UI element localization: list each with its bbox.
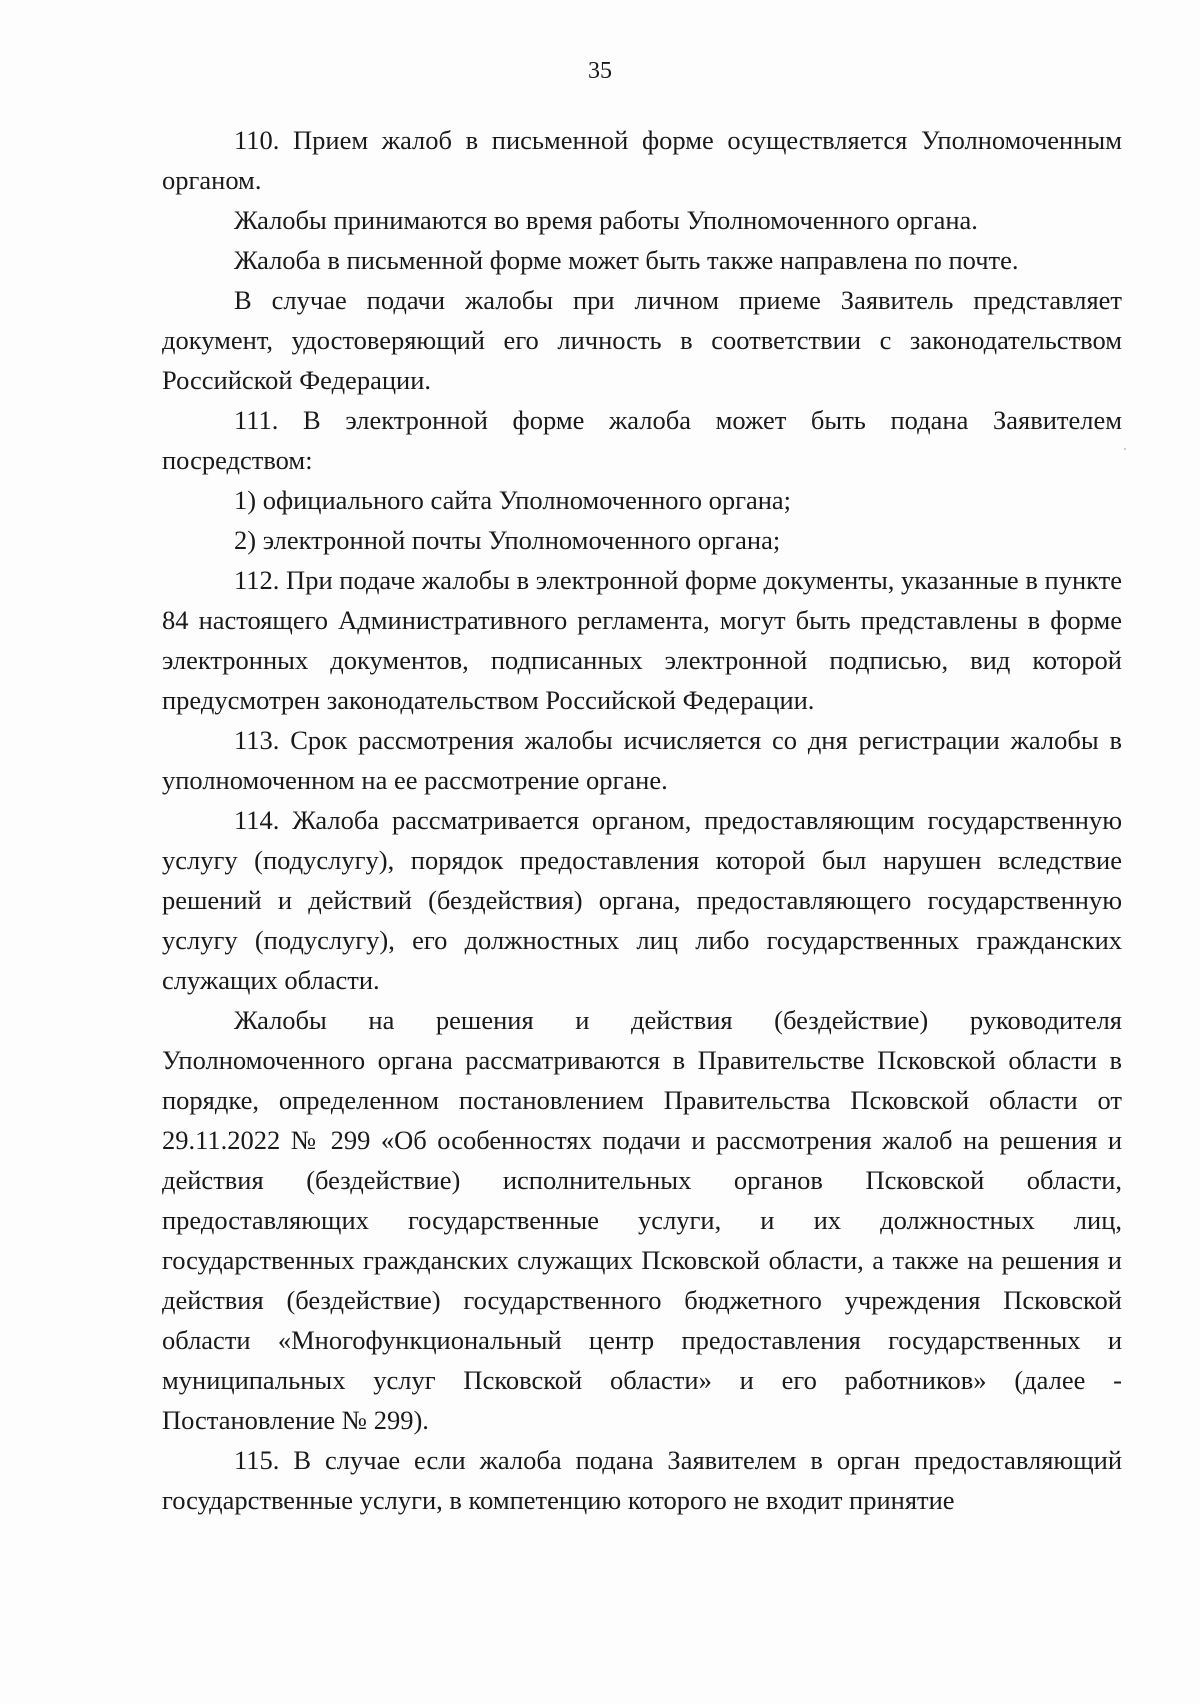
paragraph-110: 110. Прием жалоб в письменной форме осуществляется Уполномоченным органом. bbox=[162, 125, 1122, 195]
paragraph-115: 115. В случае если жалоба подана Заявителем в орган предоставляющий государственные услуги, в компетенцию которого не входит принятие bbox=[162, 1445, 1122, 1515]
document-body bbox=[162, 120, 1122, 1520]
paragraph-112: 112. При подаче жалобы в электронной форме документы, указанные в пункте 84 настоящего Административного регламента, могут быть представлены в форме электронных документов, подписанных электронной подписью, вид которой предусмотрен законодательством Российской Федерации. bbox=[162, 565, 1122, 715]
paragraph-111: 111. В электронной форме жалоба может быть подана Заявителем посредством: bbox=[162, 405, 1122, 475]
paragraph-114: 114. Жалоба рассматривается органом, предоставляющим государственную услугу (подуслугу), порядок предоставления которой был нарушен вследствие решений и действий (бездействия) органа, предоставляющего государственную услугу (подуслугу), его должностных лиц либо государственных гражданских служащих области. bbox=[162, 805, 1122, 995]
paragraph-113: 113. Срок рассмотрения жалобы исчисляется со дня регистрации жалобы в уполномоченном на ее рассмотрение органе. bbox=[162, 725, 1122, 795]
scan-speck bbox=[1124, 448, 1126, 450]
paragraph-complaints-government: Жалобы на решения и действия (бездействие) руководителя Уполномоченного органа рассматриваются в Правительстве Псковской области в порядке, определенном постановлением Правительства Псковской области от 29.11.2022 № 299 «Об особенностях подачи и рассмотрения жалоб на решения и действия (бездействие) исполнительных органов Псковской области, предоставляющих государственные услуги, и их должностных лиц, государственных гражданских служащих Псковской области, а также на решения и действия (бездействие) государственного бюджетного учреждения Псковской области «Многофункциональный центр предоставления государственных и муниципальных услуг Псковской области» и его работников» (далее - Постановление № 299). bbox=[162, 1005, 1122, 1435]
paragraph-by-post: Жалоба в письменной форме может быть также направлена по почте. bbox=[234, 245, 1019, 275]
paragraph-working-hours: Жалобы принимаются во время работы Уполномоченного органа. bbox=[234, 205, 978, 235]
list-item-email: 2) электронной почты Уполномоченного органа; bbox=[234, 525, 781, 555]
paragraph-personal-reception: В случае подачи жалобы при личном приеме Заявитель представляет документ, удостоверяющий его личность в соответствии с законодательством Российской Федерации. bbox=[162, 285, 1122, 395]
page-number: 35 bbox=[588, 58, 612, 84]
list-item-official-site: 1) официального сайта Уполномоченного органа; bbox=[234, 485, 792, 515]
